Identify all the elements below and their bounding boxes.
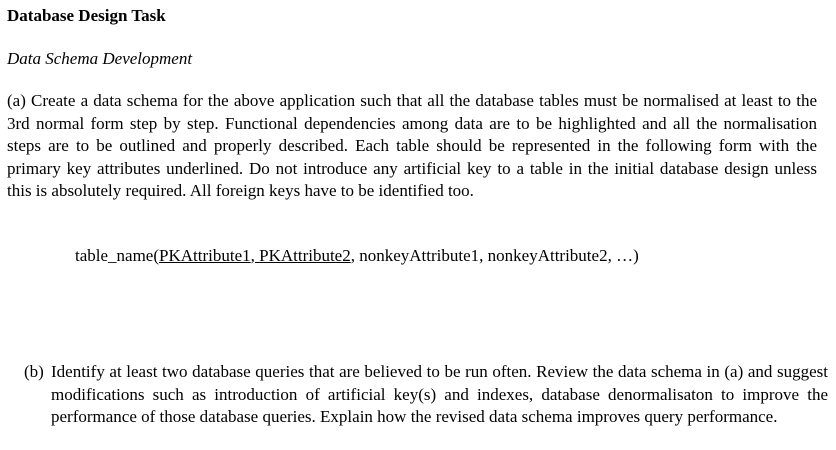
part-b-paragraph — [24, 361, 828, 429]
primary-key-separator: , — [250, 246, 260, 265]
part-a-paragraph: (a) Create a data schema for the above application such that all the database tables must be normalised at least to the 3rd normal form step by step. Functional dependencies among data are to be highlighted and all the normalisation steps are to be outlined and properly described. Each table should be represented in the following form with the primary key attributes underlined. Do not introduce any artificial key to a table in the initial database design unless this is absolutely required. All foreign keys have to be identified too. — [7, 91, 817, 200]
primary-key-attribute-1: PKAttribute1 — [159, 246, 251, 265]
schema-rest: , nonkeyAttribute1, nonkeyAttribute2, …) — [350, 246, 639, 265]
section-subtitle: Data Schema Development — [7, 49, 193, 68]
schema-prefix: table_name( — [75, 246, 160, 265]
schema-example — [75, 245, 639, 267]
task-title: Database Design Task — [7, 6, 166, 25]
primary-key-attribute-2: PKAttribute2 — [259, 246, 351, 265]
part-b-text: Identify at least two database queries that are believed to be run often. Review the data schema in (a) and suggest modifications such as introduction of artificial key(s) and indexes, database denormalisaton to improve the performance of those database queries. Explain how the revised data schema improves query performance. — [51, 362, 828, 426]
part-b-label: (b) — [24, 362, 44, 381]
